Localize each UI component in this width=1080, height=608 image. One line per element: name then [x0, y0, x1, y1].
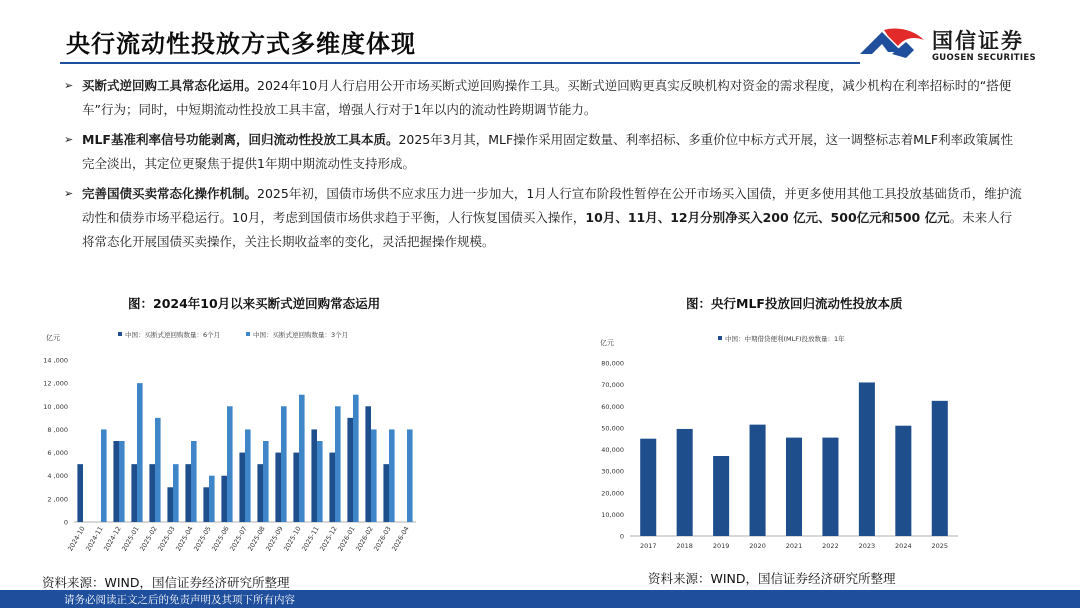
x-tick-label: 2025-11 [300, 525, 321, 553]
legend-swatch [718, 336, 722, 340]
arrow-bullet-icon: ➢ [64, 79, 74, 92]
x-tick-label: 2017 [639, 542, 657, 550]
y-tick-label: 2 ,000 [47, 495, 68, 504]
x-tick-label: 2024-10 [66, 525, 87, 553]
bar [335, 406, 341, 522]
bullet-text: 2025年3月其，MLF操作采用固定数量、利率招标、多重价位中标方式开展，这一调整标志着MLF利率政策属性完全淡出，其定位更聚焦于提供1年期中期流动性支持形成。 [82, 132, 1014, 171]
x-tick-label: 2025-08 [246, 525, 267, 553]
x-tick-label: 2026-01 [336, 525, 357, 553]
logo-text-en: GUOSEN SECURITIES [932, 53, 1036, 63]
right-chart-title: 图：央行MLF投放回归流动性投放本质 [686, 296, 903, 311]
footer-disclaimer: 请务必阅读正文之后的免责声明及其项下所有内容 [64, 594, 295, 606]
left-chart-title: 图：2024年10月以来买断式逆回购常态运用 [128, 296, 381, 311]
bar [149, 464, 155, 522]
y-tick-label: 80,000 [601, 359, 624, 368]
bar [389, 429, 395, 522]
x-tick-label: 2023 [858, 542, 876, 550]
bar [131, 464, 137, 522]
bar [221, 476, 227, 522]
bar [365, 406, 371, 522]
bar [119, 441, 125, 522]
bar [317, 441, 323, 522]
legend-label: 中国：中期借贷便利(MLF)投放数量：1年 [725, 335, 845, 343]
bar [895, 426, 911, 536]
bar [299, 395, 305, 522]
bar [859, 382, 875, 536]
bar [209, 476, 215, 522]
bar [245, 429, 251, 522]
unit-label: 亿元 [46, 334, 60, 342]
x-tick-label: 2019 [712, 542, 730, 550]
y-tick-label: 70,000 [601, 381, 624, 390]
x-tick-label: 2024 [895, 542, 912, 550]
x-tick-label: 2025-02 [138, 525, 159, 553]
bar [113, 441, 119, 522]
bullet-lead: 完善国债买卖常态化操作机制。 [82, 186, 258, 201]
y-tick-label: 0 [63, 518, 68, 527]
x-tick-label: 2021 [785, 542, 803, 550]
bullet-lead: 买断式逆回购工具常态化运用。 [82, 78, 258, 93]
y-tick-label: 20,000 [601, 489, 624, 498]
x-tick-label: 2024-11 [84, 525, 105, 553]
bar [263, 441, 269, 522]
bar [822, 438, 838, 536]
left-bar-chart [40, 322, 420, 574]
arrow-bullet-icon: ➢ [64, 133, 74, 146]
bar [227, 406, 233, 522]
left-chart-source: 资料来源：WIND，国信证券经济研究所整理 [42, 575, 290, 590]
x-tick-label: 2025-10 [282, 525, 303, 553]
x-tick-label: 2026-02 [354, 525, 375, 553]
x-tick-label: 2024-12 [102, 525, 123, 553]
bar [203, 487, 209, 522]
x-tick-label: 2025-09 [264, 525, 285, 553]
x-tick-label: 2018 [676, 542, 693, 550]
logo-mark-icon [858, 24, 926, 64]
y-tick-label: 10 ,000 [43, 402, 68, 411]
company-logo [858, 22, 1038, 66]
arrow-bullet-icon: ➢ [64, 187, 74, 200]
y-tick-label: 12 ,000 [43, 379, 68, 388]
x-tick-label: 2022 [822, 542, 839, 550]
x-tick-label: 2025-01 [120, 525, 141, 553]
bar [311, 429, 317, 522]
x-tick-label: 2020 [749, 542, 766, 550]
legend-swatch [246, 332, 250, 336]
bullet-text: 2025年初，国债市场供不应求压力进一步加大，1月人行宣布阶段性暂停在公开市场买入国债，并更多使用其他工具投放基础货币，维护流动性和债券市场平稳运行。10月，考虑到国债市场供求趋于平衡，人行恢复国债买入操作， [82, 186, 1022, 225]
bullet-item [64, 128, 1024, 176]
bar [347, 418, 353, 522]
footer-bar [0, 590, 1080, 608]
right-chart-source: 资料来源：WIND，国信证券经济研究所整理 [648, 571, 896, 586]
y-tick-label: 10,000 [601, 510, 624, 519]
x-tick-label: 2025-07 [228, 525, 249, 553]
bar [383, 464, 389, 522]
bar [329, 453, 335, 522]
right-bar-chart [592, 326, 972, 558]
bar [137, 383, 143, 522]
bar [293, 453, 299, 522]
bar [932, 401, 948, 536]
legend-label: 中国：买断式逆回购数量：3个月 [253, 331, 349, 339]
x-tick-label: 2025-05 [192, 525, 213, 553]
bullet-emphasis: 10月、11月、12月分别净买入200 亿元、500亿元和500 亿元 [585, 210, 950, 225]
unit-label: 亿元 [600, 339, 614, 347]
y-tick-label: 60,000 [601, 402, 624, 411]
y-tick-label: 14 ,000 [43, 356, 68, 365]
bar [677, 429, 693, 536]
bar [281, 406, 287, 522]
bar [173, 464, 179, 522]
x-tick-label: 2025-12 [318, 525, 339, 553]
y-tick-label: 50,000 [601, 424, 624, 433]
x-tick-label: 2025-03 [156, 525, 177, 553]
x-tick-label: 2025-04 [174, 525, 195, 553]
x-tick-label: 2025-06 [210, 525, 231, 553]
bar [713, 456, 729, 536]
bar [77, 464, 83, 522]
bullet-list [64, 74, 1024, 260]
bar [185, 464, 191, 522]
bar [750, 425, 766, 536]
y-tick-label: 4 ,000 [47, 472, 68, 481]
bar [371, 429, 377, 522]
legend-label: 中国：买断式逆回购数量：6个月 [125, 331, 221, 339]
y-tick-label: 40,000 [601, 446, 624, 454]
page-title: 央行流动性投放方式多维度体现 [66, 30, 416, 58]
bar [275, 453, 281, 522]
bar [640, 439, 656, 536]
y-tick-label: 8 ,000 [47, 425, 68, 434]
bar [101, 429, 107, 522]
x-tick-label: 2026-04 [390, 525, 411, 553]
bullet-item [64, 182, 1024, 254]
x-tick-label: 2025 [931, 542, 949, 550]
bar [155, 418, 161, 522]
title-divider [60, 62, 860, 64]
logo-text-cn: 国信证券 [932, 29, 1024, 53]
bullet-tail: 。未来人行将常态化开展国债买卖操作，关注长期收益率的变化，灵活把握操作规模。 [82, 210, 1013, 249]
bar [191, 441, 197, 522]
bar [257, 464, 263, 522]
y-tick-label: 0 [619, 532, 624, 541]
bar [167, 487, 173, 522]
bullet-item [64, 74, 1024, 122]
bar [786, 438, 802, 536]
bullet-lead: MLF基准利率信号功能剥离，回归流动性投放工具本质。 [82, 132, 399, 147]
legend-swatch [118, 332, 122, 336]
bar [239, 453, 245, 522]
bar [407, 429, 413, 522]
y-tick-label: 6 ,000 [47, 449, 68, 458]
bar [353, 395, 359, 522]
bullet-text: 2024年10月人行启用公开市场买断式逆回购操作工具。买断式逆回购更真实反映机构对资金的需求程度，减少机构在利率招标时的“搭便车”行为；同时，中短期流动性投放工具丰富，增强人行对于1年以内的流动性跨期调节能力。 [82, 78, 1012, 117]
x-tick-label: 2026-03 [372, 525, 393, 553]
y-tick-label: 30,000 [601, 467, 624, 476]
